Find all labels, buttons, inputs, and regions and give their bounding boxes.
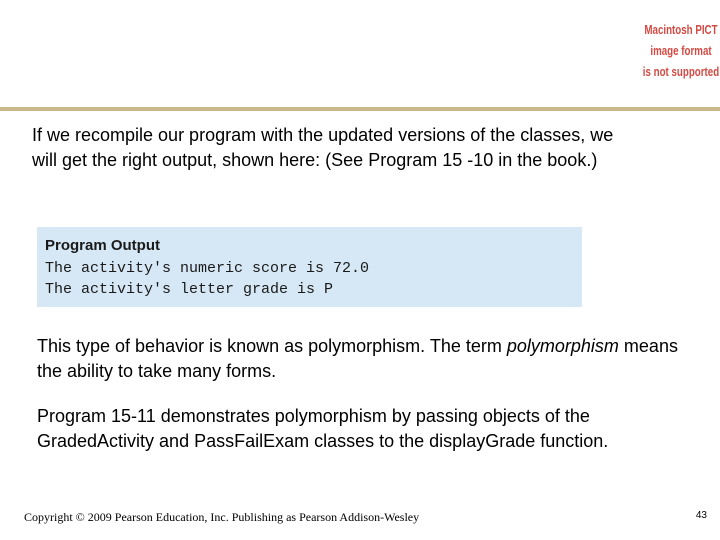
- placeholder-line: image format: [650, 44, 712, 58]
- program-output-line: The activity's letter grade is P: [45, 281, 334, 298]
- paragraph-emphasis: polymorphism: [506, 336, 619, 356]
- program-output-box: [37, 227, 582, 307]
- placeholder-line: Macintosh PICT: [644, 23, 718, 37]
- header-divider: [0, 107, 720, 111]
- program-output-line: The activity's numeric score is 72.0: [45, 260, 370, 277]
- body-paragraph-recompile: If we recompile our program with the updated versions of the classes, we will get the right output, shown here: (See Program 15 -10 in the book.): [32, 125, 614, 170]
- body-paragraph-polymorphism: [37, 334, 707, 384]
- paragraph-text: means the ability to take many forms.: [37, 336, 678, 381]
- program-output-title: Program Output: [45, 237, 160, 254]
- body-paragraph-program-15-11: Program 15-11 demonstrates polymorphism by passing objects of the GradedActivity and PassFailExam classes to the displayGrade function.: [37, 406, 609, 451]
- paragraph-text: This type of behavior is known as polymorphism. The term: [37, 336, 507, 356]
- footer-copyright: Copyright © 2009 Pearson Education, Inc. Publishing as Pearson Addison-Wesley: [24, 510, 420, 524]
- placeholder-line: is not supported: [642, 65, 720, 79]
- page-number: 43: [695, 510, 707, 521]
- unsupported-image-placeholder: [642, 20, 720, 84]
